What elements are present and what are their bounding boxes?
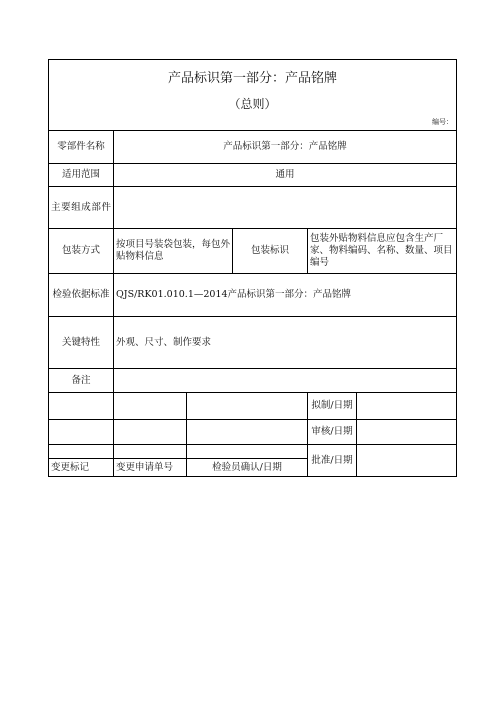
- drafted-row: [49, 393, 457, 420]
- header-row: [49, 60, 457, 131]
- standard-value: QJS/RK01.010.1—2014产品标识第一部分：产品铭牌: [114, 274, 457, 317]
- document-number-label: 编号：: [432, 118, 454, 126]
- document-subtitle: （总则）: [228, 97, 277, 111]
- key-features-value: 外观、尺寸、制作要求: [114, 317, 457, 369]
- standard-label: 检验依据标准: [49, 274, 114, 317]
- request-no-cell-3: [114, 445, 187, 459]
- scope-label: 适用范围: [49, 164, 114, 187]
- approved-row-top: [49, 445, 457, 459]
- scope-value: 通用: [114, 164, 457, 187]
- remarks-row: [49, 369, 457, 393]
- remarks-label: 备注: [49, 369, 114, 393]
- inspector-confirm-header: 检验员确认/日期: [187, 459, 308, 477]
- request-no-cell-1: [114, 393, 187, 420]
- scope-row: [49, 164, 457, 187]
- packaging-label: 包装方式: [49, 229, 114, 274]
- reviewed-row: [49, 420, 457, 445]
- inspector-cell-2: [187, 420, 308, 445]
- packaging-mark-label: 包装标识: [233, 229, 308, 274]
- key-features-label: 关键特性: [49, 317, 114, 369]
- part-name-value: 产品标识第一部分：产品铭牌: [114, 131, 457, 164]
- drafted-label: 拟制/日期: [308, 393, 357, 420]
- header-cell: [49, 60, 457, 131]
- drafted-sign-cell: [357, 393, 457, 420]
- packaging-value: 按项目号装袋包装，每包外贴物料信息: [114, 229, 233, 274]
- reviewed-sign-cell: [357, 420, 457, 445]
- change-mark-cell-2: [49, 420, 114, 445]
- change-mark-cell-1: [49, 393, 114, 420]
- inspector-cell-3: [187, 445, 308, 459]
- product-label-spec-form: [48, 59, 457, 477]
- packaging-row: [49, 229, 457, 274]
- components-value: [114, 187, 457, 229]
- standard-row: [49, 274, 457, 317]
- change-mark-header: 变更标记: [49, 459, 114, 477]
- request-no-header: 变更申请单号: [114, 459, 187, 477]
- approved-label: 批准/日期: [308, 445, 357, 477]
- components-label: 主要组成部件: [49, 187, 114, 229]
- change-mark-cell-3: [49, 445, 114, 459]
- key-features-row: [49, 317, 457, 369]
- document-title: 产品标识第一部分：产品铭牌: [168, 71, 338, 86]
- remarks-value: [114, 369, 457, 393]
- approved-sign-cell: [357, 445, 457, 477]
- packaging-mark-value: 包装外贴物料信息应包含生产厂家、物料编码、名称、数量、项目编号: [308, 229, 457, 274]
- reviewed-label: 审核/日期: [308, 420, 357, 445]
- inspector-cell-1: [187, 393, 308, 420]
- request-no-cell-2: [114, 420, 187, 445]
- part-name-label: 零部件名称: [49, 131, 114, 164]
- part-name-row: [49, 131, 457, 164]
- components-row: [49, 187, 457, 229]
